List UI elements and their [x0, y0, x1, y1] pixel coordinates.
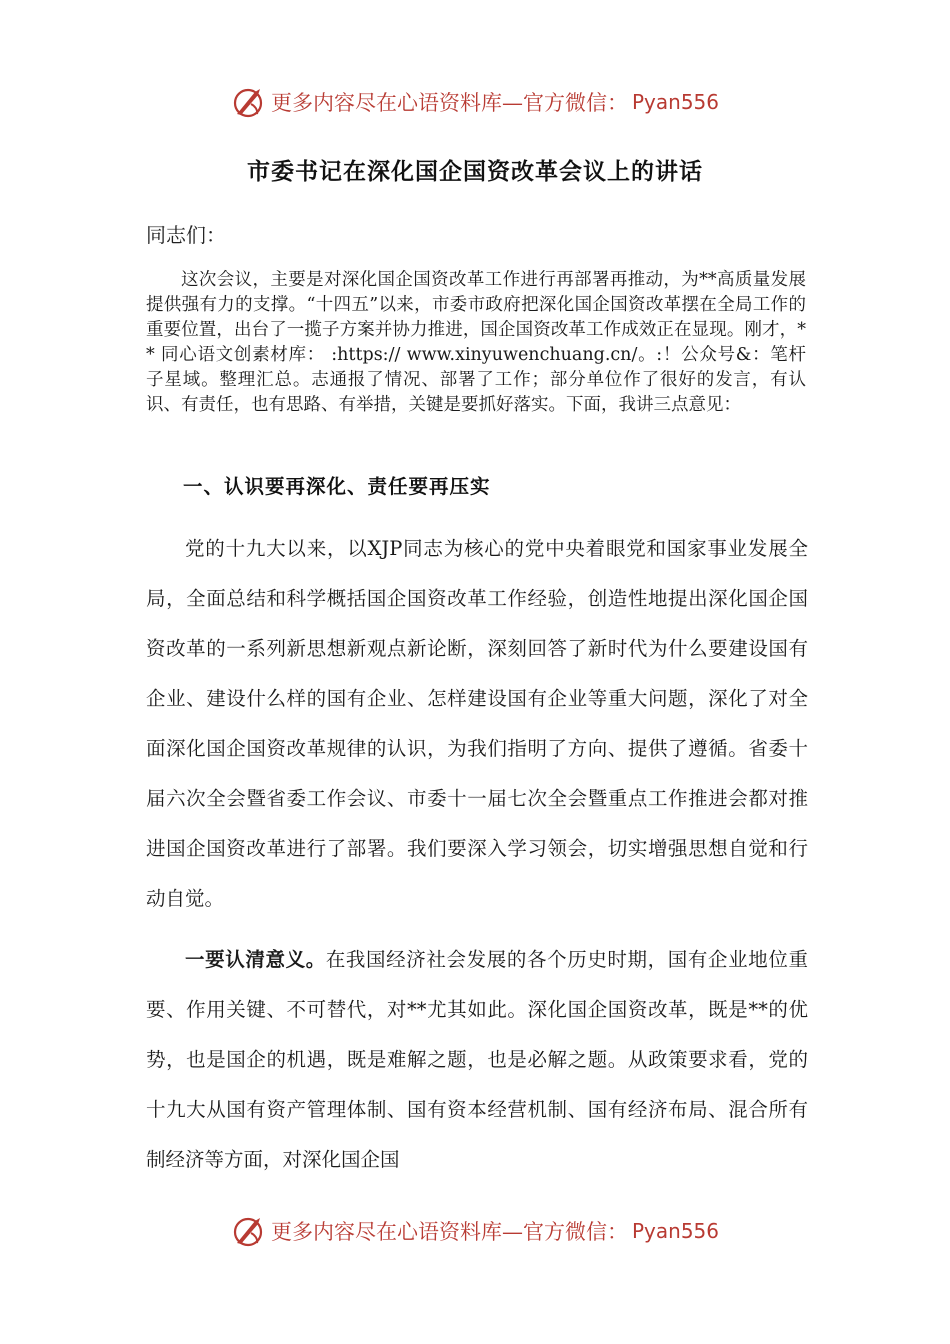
- body-paragraph: [146, 935, 808, 1185]
- section-heading: 一、认识要再深化、责任要再压实: [183, 475, 491, 498]
- document-title: 市委书记在深化国企国资改革会议上的讲话: [247, 159, 703, 185]
- banner-wechat-id: Pyan556: [631, 90, 719, 114]
- pen-circle-logo-icon: [231, 1213, 267, 1249]
- paragraph-text: 在我国经济社会发展的各个历史时期，国有企业地位重要、作用关键、不可替代，对**尤其如此。深化国企国资改革，既是**的优势，也是国企的机遇，既是难解之题，也是必解之题。从政策要求看，党的十九大从国有资产管理体制、国有资本经营机制、国有经济布局、混合所有制经济等方面，对深化国企国: [146, 948, 808, 1171]
- banner-text: 更多内容尽在心语资料库—官方微信：: [270, 91, 628, 115]
- pen-circle-logo-icon: [231, 84, 267, 120]
- salutation: 同志们：: [146, 223, 226, 247]
- paragraph-lead: 一要认清意义。: [185, 948, 326, 971]
- banner-text: 更多内容尽在心语资料库—官方微信：: [270, 1220, 628, 1244]
- header-banner: [0, 82, 950, 122]
- intro-paragraph: 这次会议，主要是对深化国企国资改革工作进行再部署再推动，为**高质量发展提供强有力的支撑。“十四五”以来，市委市政府把深化国企国资改革摆在全局工作的重要位置，出台了一揽子方案并协力推进，国企国资改革工作成效正在显现。刚才，** 同心语文创素材库： :https:// www.xinyuwenchuang.cn/。:！公众号&：笔杆子星域。整理汇总。志通报了情况、部署了工作；部分单位作了很好的发言，有认识、有责任，也有思路、有举措，关键是要抓好落实。下面，我讲三点意见：: [146, 270, 806, 415]
- body-paragraph: 党的十九大以来，以XJP同志为核心的党中央着眼党和国家事业发展全局，全面总结和科学概括国企国资改革工作经验，创造性地提出深化国企国资改革的一系列新思想新观点新论断，深刻回答了新时代为什么要建设国有企业、建设什么样的国有企业、怎样建设国有企业等重大问题，深化了对全面深化国企国资改革规律的认识，为我们指明了方向、提供了遵循。省委十届六次全会暨省委工作会议、市委十一届七次全会暨重点工作推进会都对推进国企国资改革进行了部署。我们要深入学习领会，切实增强思想自觉和行动自觉。: [146, 537, 808, 910]
- footer-banner: [0, 1211, 950, 1251]
- banner-wechat-id: Pyan556: [631, 1219, 719, 1243]
